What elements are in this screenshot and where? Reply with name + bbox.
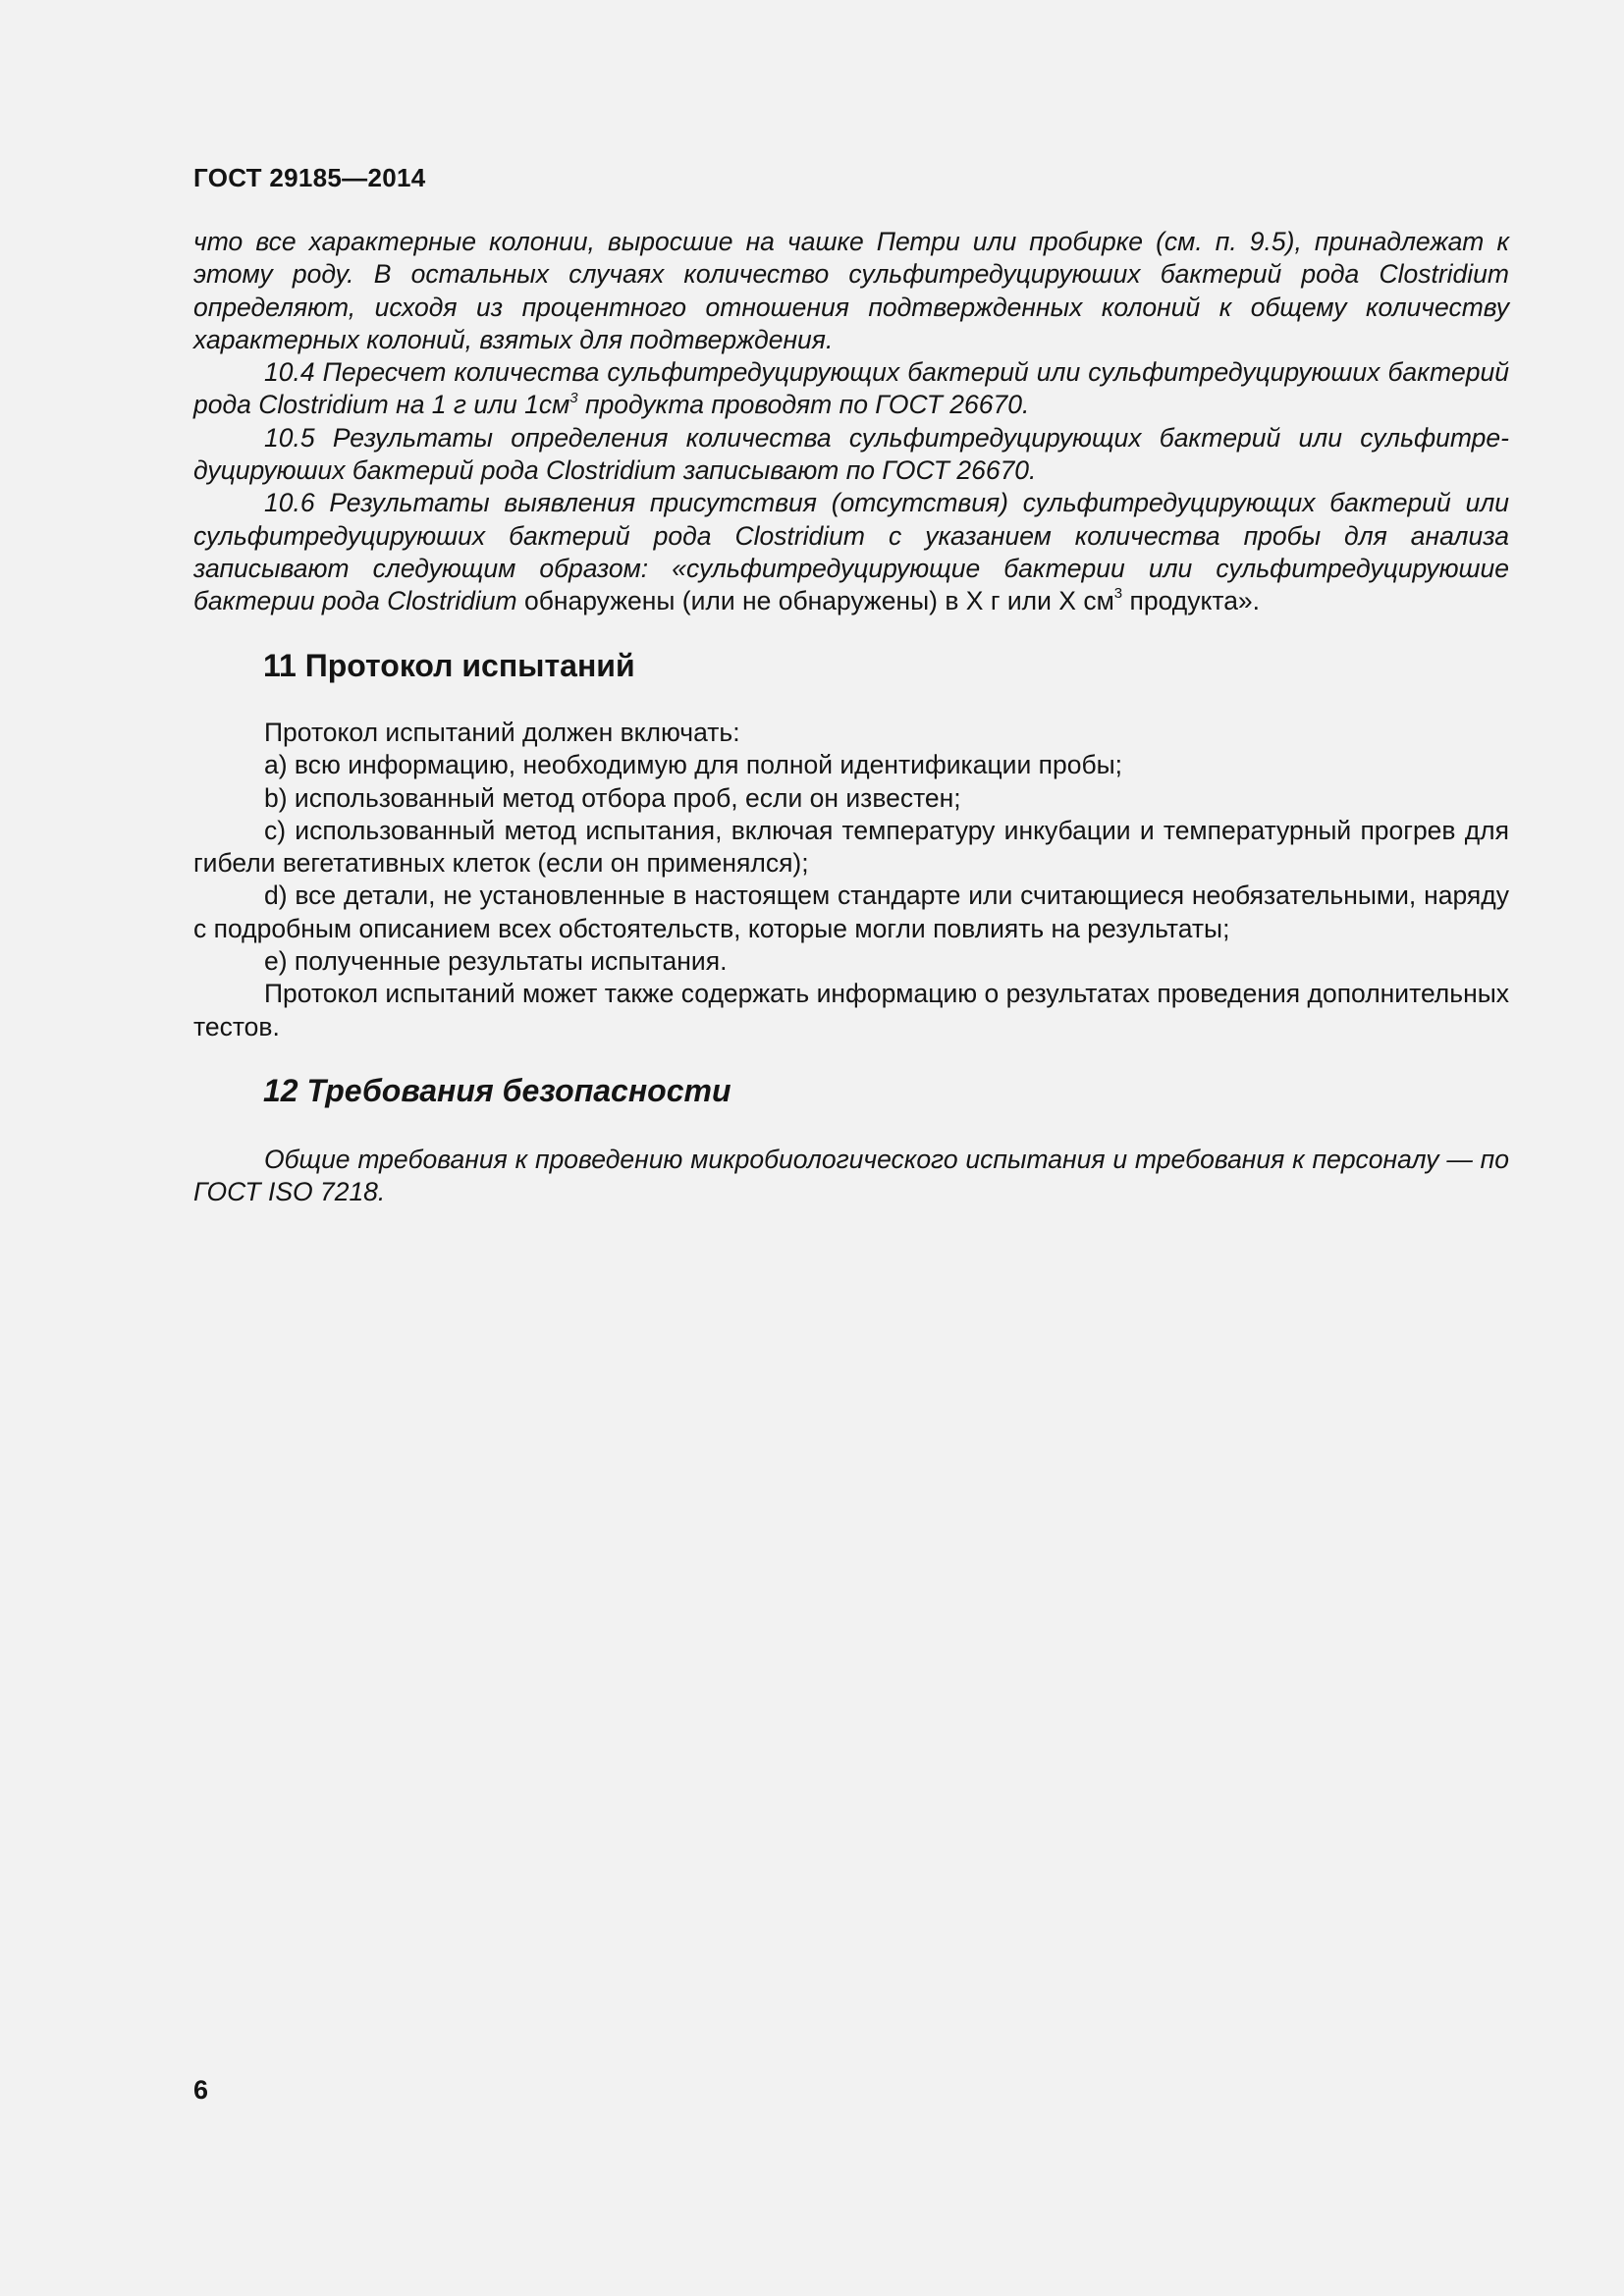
page-number: 6 (193, 2075, 209, 2105)
list-item-a: а) всю информацию, необходимую для полной идентификации пробы; (264, 750, 1123, 780)
paragraph-10-6-end: продукта». (1122, 586, 1261, 616)
paragraph-10-4 (193, 356, 1509, 422)
section-12-title: 12 Требования безопасности (263, 1073, 731, 1108)
protocol-closing: Протокол испытаний может также содержать информацию о результатах проведения дополнительных тестов. (193, 979, 1510, 1041)
cubic-superscript: 3 (1113, 585, 1123, 603)
document-code-header: ГОСТ 29185—2014 (193, 163, 426, 192)
paragraph-10-4-text-end: продукта проводят по ГОСТ 26670. (577, 390, 1030, 420)
paragraph-10-5: 10.5 Результаты определения количества сульфитредуцирующих бактерий или сульфитредуцируюших бактерий рода Clostridium записывают по ГОСТ 26670. (193, 422, 1509, 486)
list-item-d: d) все детали, не установленные в настоящем стандарте или считающиеся необязательными, наряду с подробным описанием всех обстоятельств, которые могли повлиять на результаты; (193, 881, 1509, 943)
list-item-c: с) использованный метод испытания, включая температуру инкубации и температурный прогрев для гибели вегетативных клеток (если он применялся); (193, 815, 1509, 879)
list-item-e: е) полученные результаты испытания. (264, 946, 728, 977)
paragraph-10-6 (193, 487, 1509, 617)
cubic-superscript: 3 (569, 389, 578, 406)
paragraph-10-4-text: 10.4 Пересчет количества сульфитредуцирующих бактерий или сульфитредуцируюших бактерий рода Clostridium на 1 г или 1см (193, 357, 1509, 420)
safety-requirements-text: Общие требования к проведению микробиологического испытания и требования к персоналу — по ГОСТ ISO 7218. (193, 1145, 1509, 1207)
paragraph-10-6-normal: обнаружены (или не обнаружены) в X г или X см (516, 586, 1114, 616)
list-item-b: b) использованный метод отбора проб, если он известен; (264, 782, 961, 813)
section-10-continuation (193, 226, 1509, 618)
section-11-body (193, 717, 1509, 1043)
paragraph-10-6-italic: 10.6 Результаты выявления присутствия (отсутствия) сульфитредуцирующих бактерий или сульфитредуцируюших бактерий рода Clostridium с указанием количества пробы для анализа записывают следующим образом: «сульфитредуцирующие бактерии или сульфитредуцируюшие бактерии рода Clostridium (193, 488, 1509, 616)
protocol-intro: Протокол испытаний должен включать: (264, 718, 740, 747)
section-12-body (193, 1144, 1509, 1209)
paragraph-10-3-continuation: что все характерные колонии, выросшие на чашке Петри или пробирке (см. п. 9.5), принадлежат к этому роду. В остальных случаях количество сульфитредуцируюших бактерий рода Clostridium определяют, исходя из процентного отношения подтвержденных колоний к общему количеству характерных колоний, взятых для подтверждения. (193, 227, 1509, 354)
section-11-title: 11 Протокол испытаний (263, 648, 635, 683)
